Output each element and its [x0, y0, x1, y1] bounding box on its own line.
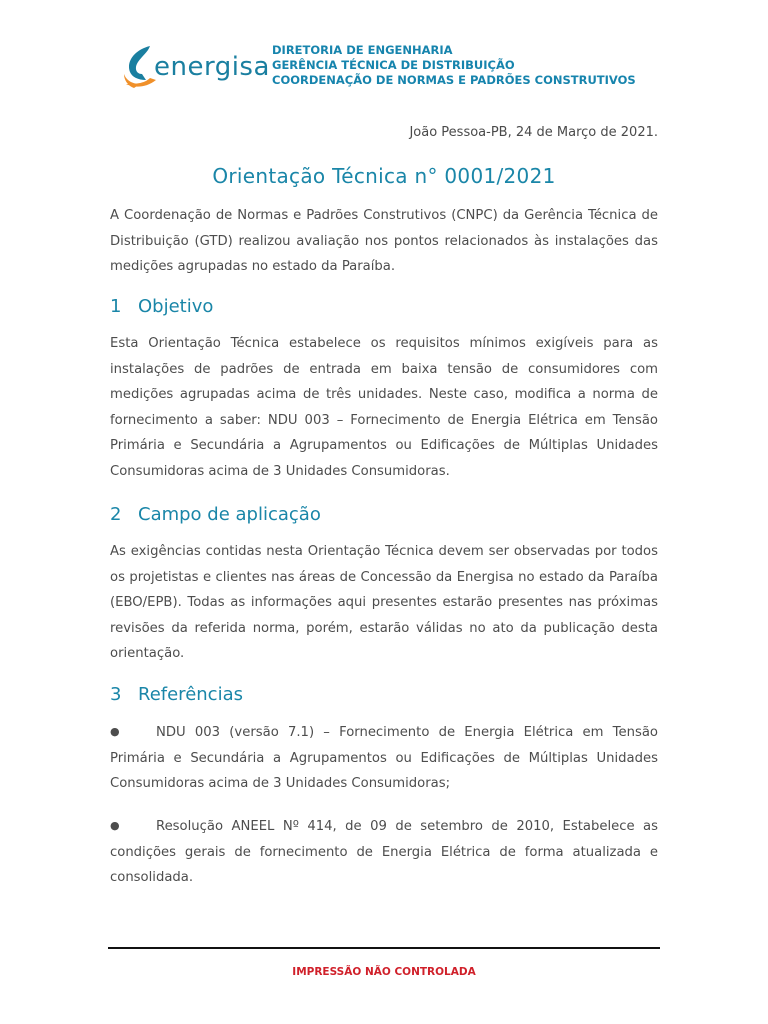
section-heading-objetivo: [110, 296, 213, 317]
bullet-icon: ●: [110, 725, 120, 738]
section-heading-campo-aplicacao: [110, 504, 321, 525]
letterhead: [120, 40, 660, 96]
section-paragraph-campo-aplicacao: As exigências contidas nesta Orientação Técnica devem ser observadas por todos os projetistas e clientes nas áreas de Concessão da Energisa no estado da Paraíba (EBO/EPB). Todas as informações aqui presentes estarão presentes nas próximas revisões da referida norma, porém, estarão válidas no ato da publicação desta orientação.: [110, 544, 658, 661]
reference-text: NDU 003 (versão 7.1) – Fornecimento de Energia Elétrica em Tensão Primária e Secundária a Agrupamentos ou Edificações de Múltiplas Unidades Consumidoras acima de 3 Unidades Consumidoras;: [110, 725, 658, 791]
logo-wordmark: energisa: [154, 52, 270, 82]
department-line: COORDENAÇÃO DE NORMAS E PADRÕES CONSTRUTIVOS: [272, 73, 636, 87]
reference-list-item: [110, 813, 658, 891]
document-date: João Pessoa-PB, 24 de Março de 2021.: [409, 125, 658, 140]
energisa-logo: [120, 44, 270, 94]
section-heading-referencias: [110, 684, 243, 705]
section-title: Campo de aplicação: [138, 504, 321, 525]
reference-text: Resolução ANEEL Nº 414, de 09 de setembro de 2010, Estabelece as condições gerais de fornecimento de Energia Elétrica de forma atualizada e consolidada.: [110, 819, 658, 885]
department-line: GERÊNCIA TÉCNICA DE DISTRIBUIÇÃO: [272, 58, 515, 72]
footer-uncontrolled-notice: IMPRESSÃO NÃO CONTROLADA: [292, 966, 476, 978]
letterhead-departments: [272, 43, 636, 88]
intro-paragraph: A Coordenação de Normas e Padrões Construtivos (CNPC) da Gerência Técnica de Distribuição (GTD) realizou avaliação nos pontos relacionados às instalações das medições agrupadas no estado da Paraíba.: [110, 208, 658, 274]
reference-list-item: [110, 719, 658, 797]
bullet-icon: ●: [110, 819, 120, 832]
section-title: Objetivo: [138, 296, 214, 317]
section-paragraph-objetivo: Esta Orientação Técnica estabelece os requisitos mínimos exigíveis para as instalações de padrões de entrada em baixa tensão de consumidores com medições agrupadas acima de três unidades. Neste caso, modifica a norma de fornecimento a saber: NDU 003 – Fornecimento de Energia Elétrica em Tensão Primária e Secundária a Agrupamentos ou Edificações de Múltiplas Unidades Consumidoras acima de 3 Unidades Consumidoras.: [110, 336, 658, 479]
document-title: Orientação Técnica n° 0001/2021: [212, 164, 556, 188]
section-number: 1: [110, 296, 122, 317]
section-number: 3: [110, 684, 122, 705]
section-title: Referências: [138, 684, 243, 705]
footer-divider: [108, 947, 660, 949]
section-number: 2: [110, 504, 122, 525]
department-line: DIRETORIA DE ENGENHARIA: [272, 43, 453, 57]
